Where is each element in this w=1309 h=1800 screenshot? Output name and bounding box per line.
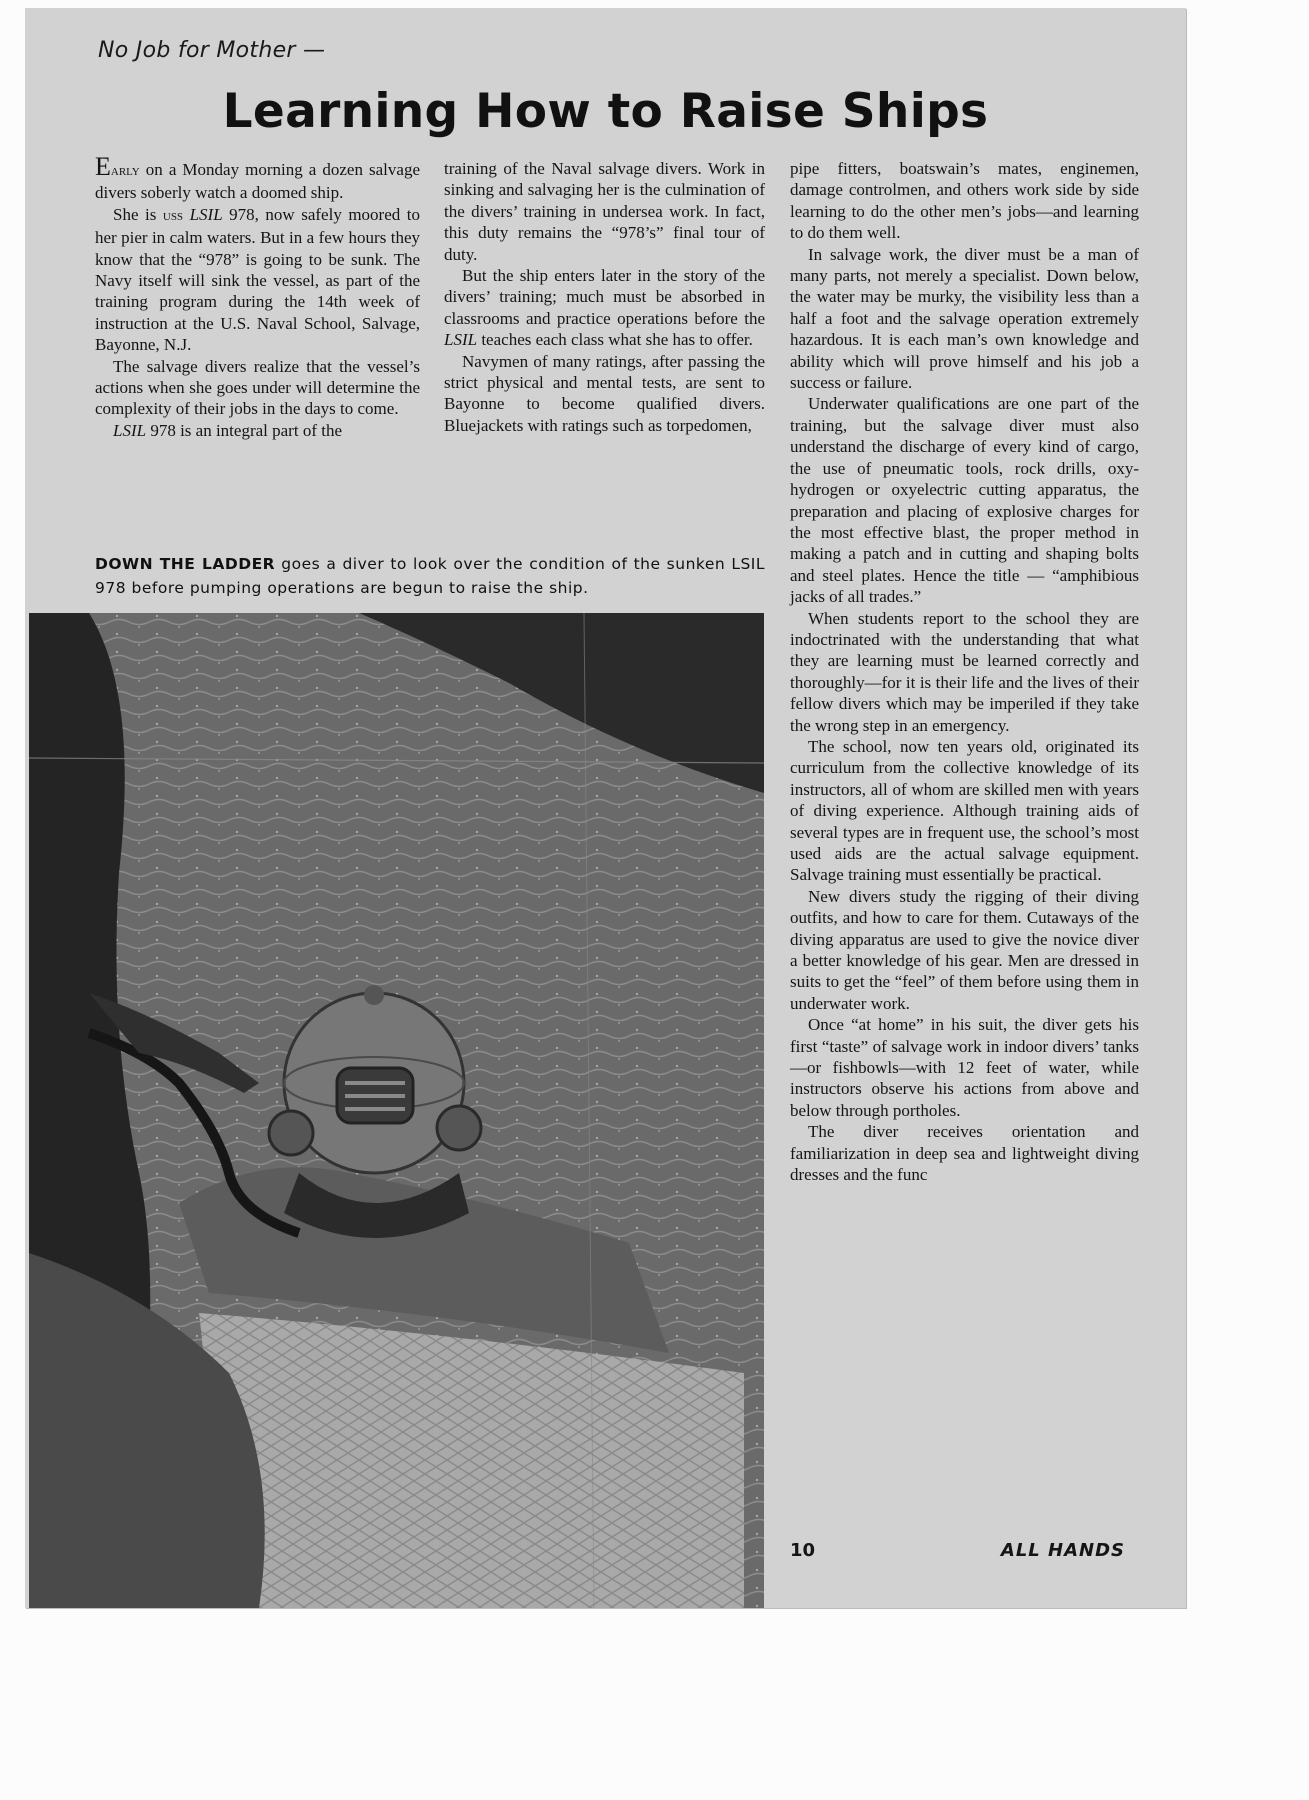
paragraph: training of the Naval salvage divers. Work in sinking and salvaging her is the culmination of the divers’ training in undersea work. In fact, this duty remains the “978’s” final tour of duty. (444, 159, 765, 264)
smallcaps-lead: arly (110, 163, 140, 179)
paragraph-text: She is (113, 204, 163, 224)
caption-text: goes a diver to look over the condition of the sunken LSIL 978 before pumping operations are begun to raise the ship. (95, 555, 766, 597)
diver-photo (29, 613, 764, 1608)
page-number: 10 (790, 1540, 816, 1561)
paragraph: When students report to the school they are indoctrinated with the understanding that what they are learning must be learned correctly and thoroughly—for it is their life and the lives of their fellow divers which may be imperiled if they take the wrong step in an emergency. (790, 608, 1139, 735)
paragraph-text: 978 is an integral part of the (146, 420, 342, 440)
paragraph-text: 978, now safely moored to her pier in calm waters. But in a few hours they know that the “978” is going to be sunk. The Navy itself will sink the vessel, as part of the training program during the 14th week of instruction at the U.S. Naval School, Salvage, Bayonne, N.J. (95, 204, 420, 355)
caption-lead: DOWN THE LADDER (95, 555, 276, 573)
headline: Learning How to Raise Ships (222, 84, 989, 139)
paragraph-text: on a Monday morning a dozen salvage divers soberly watch a doomed ship. (95, 160, 420, 203)
paragraph: The salvage divers realize that the vessel’s actions when she goes under will determine the complexity of their jobs in the days to come. (95, 356, 420, 419)
ship-name: LSIL (444, 330, 478, 350)
paragraph-text: teaches each class what she has to offer. (477, 330, 753, 350)
column-1 (95, 152, 420, 441)
paragraph: The diver receives orientation and familiarization in deep sea and lightweight diving dresses and the func (790, 1122, 1139, 1185)
ship-name: LSIL (189, 204, 223, 224)
paragraph (444, 265, 765, 351)
paragraph: pipe fitters, boatswain’s mates, enginemen, damage controlmen, and others work side by side learning to do the other men’s jobs—and learning to do them well. (790, 159, 1139, 243)
paragraph (95, 204, 420, 356)
paragraph (95, 420, 420, 441)
magazine-name: ALL HANDS (1000, 1540, 1125, 1561)
paragraph: Once “at home” in his suit, the diver gets his first “taste” of salvage work in indoor divers’ tanks—or fishbowls—with 12 feet of water, while instructors observe his actions from above and below through portholes. (790, 1015, 1139, 1120)
dropcap: E (95, 152, 111, 181)
paragraph: New divers study the rigging of their diving outfits, and how to care for them. Cutaways of the diving apparatus are used to give the novice diver a better knowledge of his gear. Men are dressed in suits to get the “feel” of them before using them in underwater work. (790, 886, 1139, 1013)
kicker: No Job for Mother — (98, 38, 326, 63)
column-3 (790, 158, 1139, 1186)
column-2 (444, 158, 765, 436)
diver-illustration (29, 613, 764, 1608)
paragraph: In salvage work, the diver must be a man of many parts, not merely a specialist. Down below, the water may be murky, the visibility less than a half a foot and the salvage operation extremely hazardous. It is each man’s own knowledge and ability which will prove himself and his job a success or failure. (790, 244, 1139, 393)
ship-name: LSIL (113, 420, 147, 440)
photo-caption (95, 552, 765, 600)
paragraph-text: But the ship enters later in the story of the divers’ training; much must be absorbed in classrooms and practice operations before the (444, 266, 765, 328)
ship-prefix: uss (162, 207, 184, 224)
paragraph: The school, now ten years old, originated its curriculum from the collective knowledge of its instructors, all of whom are skilled men with years of diving experience. Although training aids of several types are in frequent use, the school’s most used aids are the actual salvage equipment. Salvage training must essentially be practical. (790, 736, 1139, 885)
paragraph: Underwater qualifications are one part of the training, but the salvage diver must also understand the discharge of every kind of cargo, the use of pneumatic tools, rock drills, oxy-hydrogen or oxyelectric cutting apparatus, the preparation and placing of explosive charges for the most effective blast, the proper method in making a patch and in cutting and shaping bolts and steel plates. Hence the title — “amphibious jacks of all trades.” (790, 394, 1139, 607)
magazine-page (25, 8, 1186, 1608)
paragraph: Navymen of many ratings, after passing the strict physical and mental tests, are sent to Bayonne to become qualified divers. Bluejackets with ratings such as torpedomen, (444, 351, 765, 435)
paragraph (95, 152, 420, 204)
